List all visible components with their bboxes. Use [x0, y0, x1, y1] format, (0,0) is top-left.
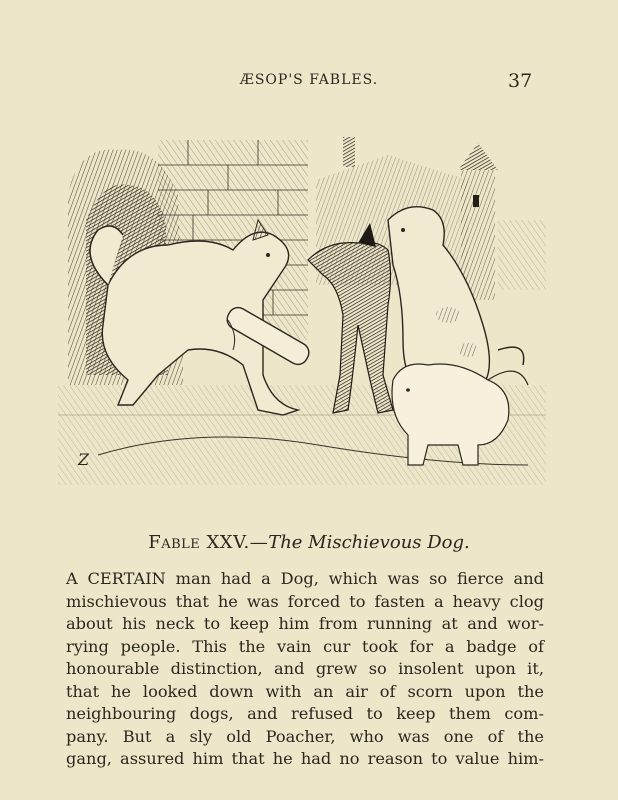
greyhound	[308, 223, 393, 413]
illustration-engraving	[58, 125, 546, 485]
body-line-9: gang, assured him that he had no reason to value him-	[66, 749, 544, 768]
body-line-3: about his neck to keep him from running at and wor-	[66, 614, 544, 633]
fable-caption	[0, 532, 618, 553]
fable-body	[66, 568, 544, 771]
artist-signature: Z	[78, 450, 90, 469]
body-line-4: rying people. This the vain cur took for a badge of	[66, 636, 544, 656]
body-line-5: honourable distinction, and grew so insolent upon it,	[66, 659, 544, 678]
body-line-8: pany. But a sly old Poacher, who was one of the	[66, 726, 544, 746]
body-line-2: mischievous that he was forced to fasten a heavy clog	[66, 591, 544, 611]
page-number: 37	[508, 70, 533, 92]
body-line-6: that he looked down with an air of scorn upon the	[66, 681, 544, 701]
body-line-7: neighbouring dogs, and refused to keep them com-	[66, 704, 544, 723]
running-head: ÆSOP'S FABLES.	[239, 72, 379, 88]
body-line-1: A CERTAIN man had a Dog, which was so fierce and	[66, 569, 544, 588]
fable-title: The Mischievous Dog.	[268, 532, 470, 553]
fable-number: Fable XXV.—	[148, 532, 269, 553]
